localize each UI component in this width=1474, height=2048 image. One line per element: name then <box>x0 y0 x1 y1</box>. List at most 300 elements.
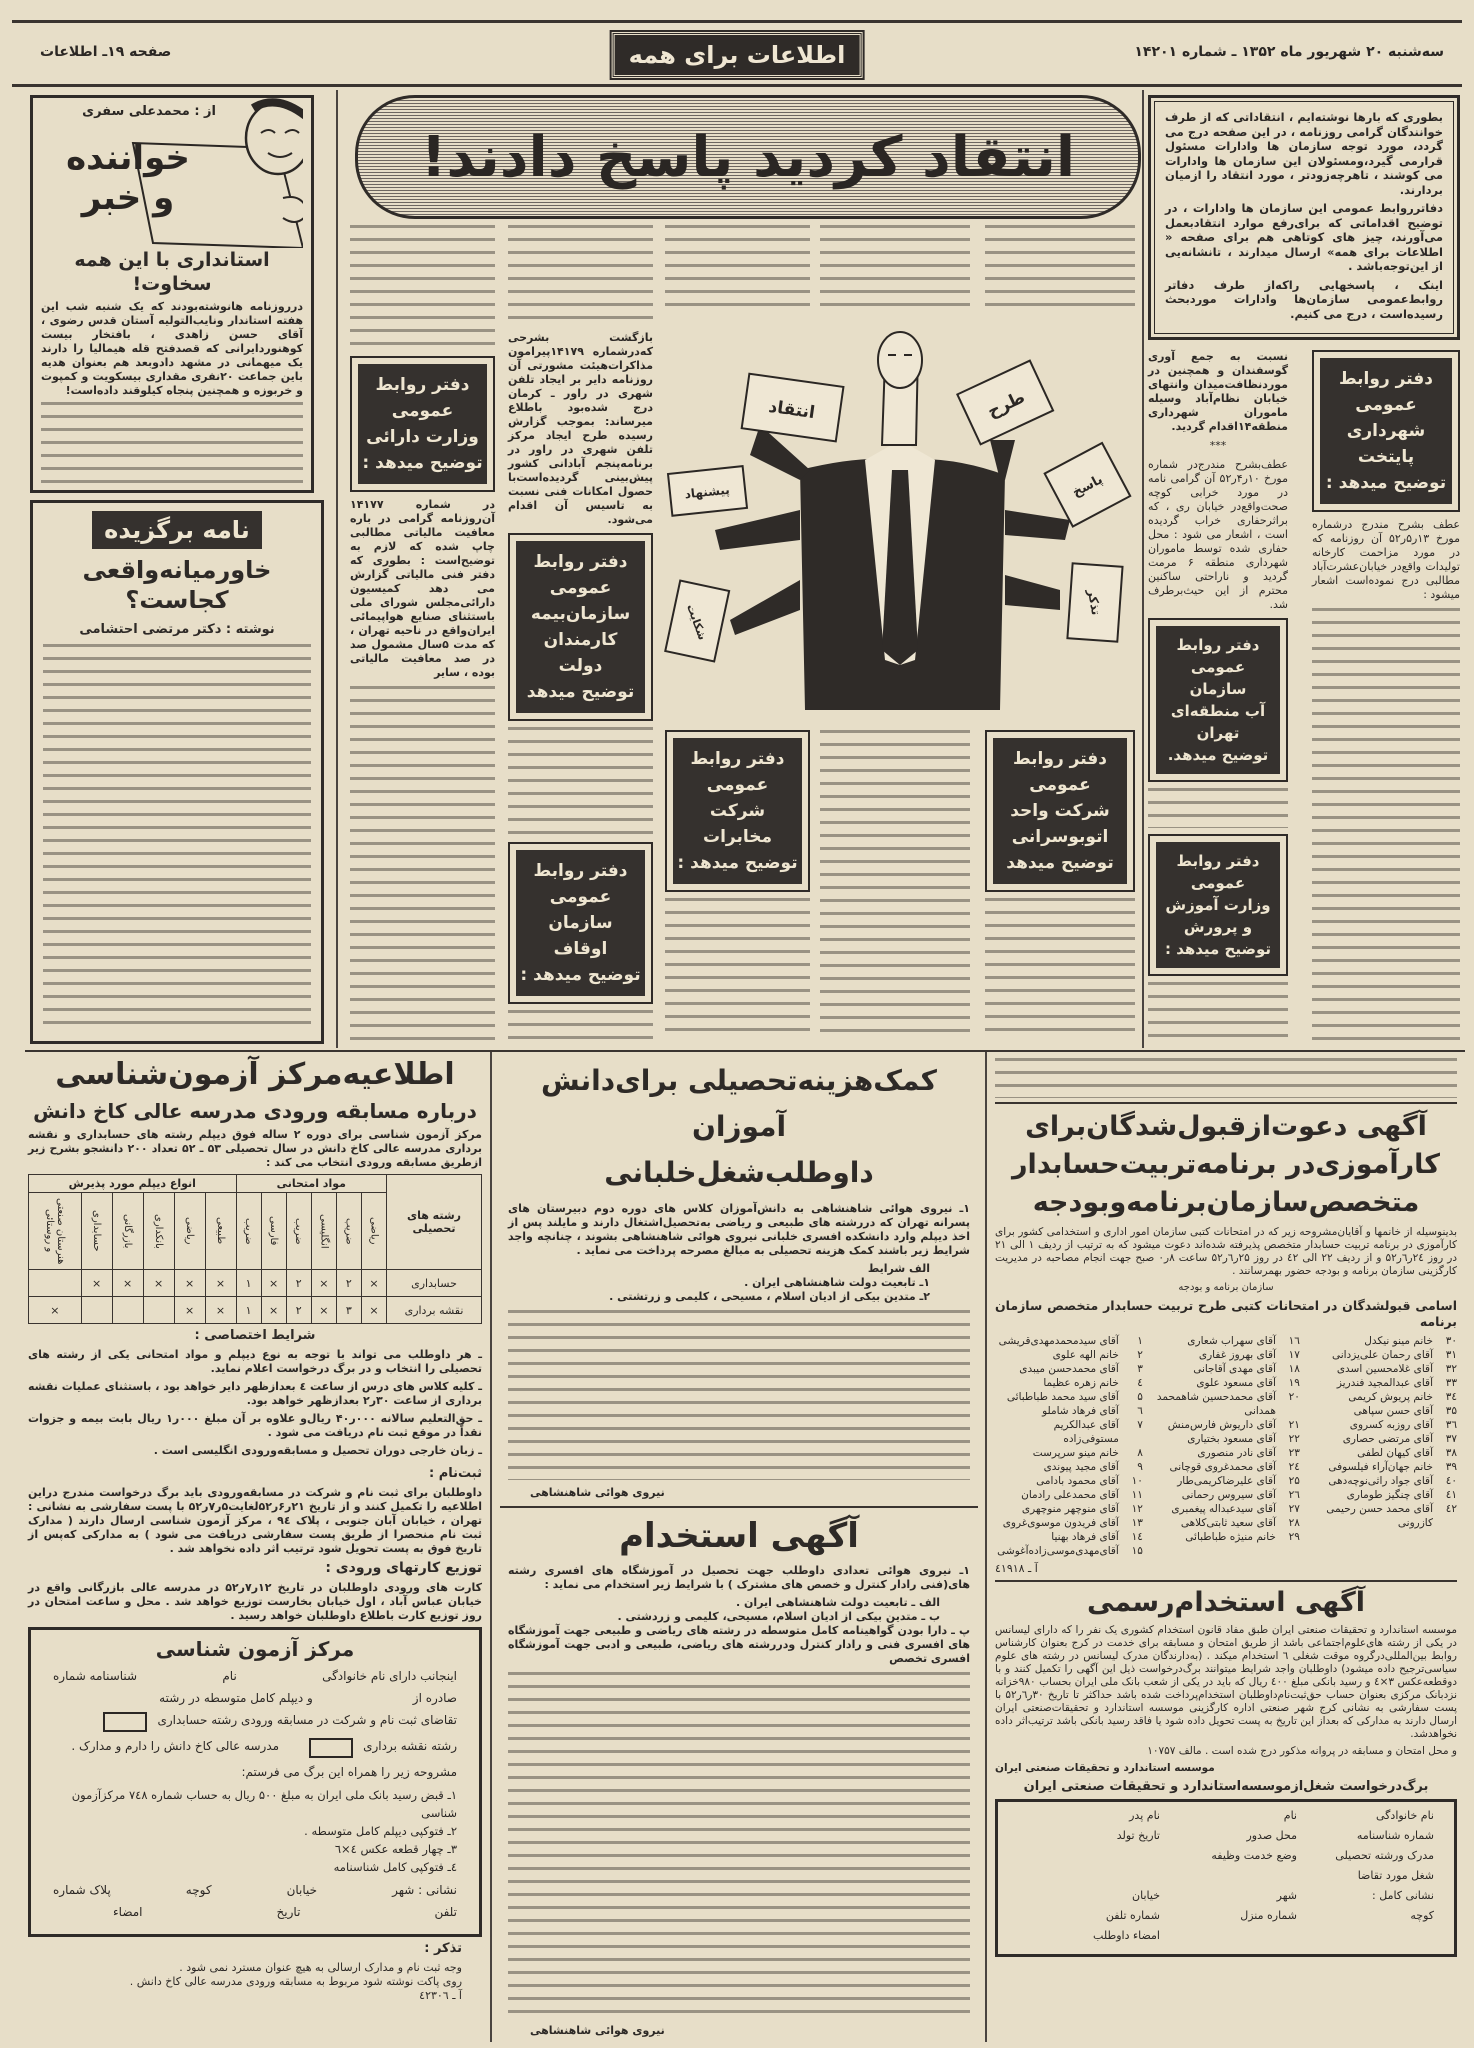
list-number: ۱۲ <box>1131 1503 1143 1515</box>
list-name: خانم زهره عظیما <box>1043 1377 1119 1389</box>
pilot-aid-signature: نیروی هوائی شاهنشاهی <box>530 1486 665 1499</box>
list-name: آقای سهراب شعاری <box>1187 1335 1276 1347</box>
list-item <box>1309 1446 1457 1460</box>
list-item <box>1152 1334 1300 1348</box>
paper-criticism <box>742 374 844 442</box>
article-text <box>995 1058 1457 1098</box>
list-number: ۱۳ <box>1131 1517 1143 1529</box>
names-column <box>1152 1334 1300 1558</box>
list-item <box>995 1544 1143 1558</box>
table-cell: × <box>205 1270 236 1297</box>
svg-text:انتقاد: انتقاد <box>767 396 817 424</box>
form-field-label: نام خانوادگی <box>1376 1809 1434 1822</box>
list-item <box>995 1376 1143 1390</box>
divider <box>995 1580 1457 1582</box>
subject-column-header: ریاضی <box>361 1193 386 1270</box>
list-number: ۲۲ <box>1288 1433 1300 1445</box>
list-number: ۳٦ <box>1445 1419 1457 1431</box>
form-field-label: شهر <box>1276 1889 1297 1902</box>
article-text <box>508 1010 653 1040</box>
list-name: آقای سیدعبداله پیغمبری <box>1171 1503 1276 1515</box>
table-cell: ۲ <box>286 1297 311 1324</box>
divider <box>500 1506 978 1508</box>
subject-column-header: ضریب <box>236 1193 261 1270</box>
checkbox-accounting[interactable] <box>103 1712 147 1732</box>
list-name: آقای چنگیز طوماری <box>1346 1489 1433 1501</box>
pr-box-education: دفتر روابط عمومی وزارت آموزش و پرورش توضیح میدهد : <box>1148 834 1288 976</box>
list-number: ۳۹ <box>1445 1461 1457 1473</box>
list-item <box>1309 1362 1457 1376</box>
register-text: داوطلبان برای ثبت نام و شرکت در مسابقه‌ورودی باید برگ درخواست مندرج دراین اطلاعیه را تکمیل کنند و از تاریخ ۲۱ر۶ر۵۲لغایت۵ر۷ر۵۲ با پست سفارشی به نشانی : تهران ، خیابان آبان جنوبی ، پلاک ۹٤ ، مرکز آزمون شناسی ارسال دارند ( مدارک ثبت نام منحصرا از طریق پست سفارشی دریافت می شود ) به مدارکی که‌پس از تاریخ فوق به پست تحویل شود ترتیب اثر داده نخواهد شد . <box>28 1486 483 1555</box>
table-cell: ۲ <box>336 1270 361 1297</box>
list-name: آقای سعید ثابتی‌کلاهی <box>1180 1517 1276 1529</box>
table-cell: ۳ <box>336 1297 361 1324</box>
article-text <box>1148 788 1288 828</box>
list-number: ۷ <box>1137 1419 1143 1431</box>
list-number: ۲٤ <box>1288 1461 1300 1473</box>
main-headline: انتقاد کردید پاسخ دادند! <box>420 124 1076 190</box>
list-number: ٤۲ <box>1445 1503 1457 1515</box>
list-name: آقای‌مهدی‌موسی‌زاده‌آغوشی <box>997 1545 1119 1557</box>
table-cell <box>143 1297 174 1324</box>
divider <box>490 1052 492 2042</box>
list-name: آقای محمدغروی قوچانی <box>1169 1461 1276 1473</box>
diploma-column-header: بازرگانی <box>112 1193 143 1270</box>
table-cell: ۱ <box>236 1270 261 1297</box>
article-text <box>985 225 1135 310</box>
list-item <box>1152 1530 1300 1544</box>
table-cell: × <box>81 1270 112 1297</box>
list-name: آقای محمدعلی رادمان <box>1021 1489 1119 1501</box>
reader-body: درروزنامه هانوشته‌بودند که یک شنبه شب این هفته استاندار ونایب‌التولیه آستان قدس رضوی ، آقای حسن زاهدی ، بافتخار بیست کوهنوردایرانی که قصدفتح قله هیمالیا را دارند یک میهمانی در مشهد دادوبعد هم بعنوان هدیه باین جماعت ۲۰نفری مقداری بیسکویت و کمپوت و خربوزه و همچنین پنجاه کیلوقند داده‌است! <box>41 300 303 397</box>
table-cell: × <box>361 1270 386 1297</box>
diploma-column-header: هنرستان صنعتی و روستائی <box>29 1193 82 1270</box>
docs-list: ۱ـ قبض رسید بانک ملی ایران به مبلغ ۵۰۰ ریال به حساب شماره ۷٤۸ مرکزآزمون شناسی ۲ـ فتوکپی دیپلم کامل متوسطه . ۳ـ چهار قطعه عکس ٤×٦ ٤ـ فتوکپی کامل شناسنامه <box>71 1788 457 1874</box>
form-field-label: کوچه <box>1410 1909 1434 1922</box>
list-name: خانم جهان‌آراء فیلسوفی <box>1328 1461 1433 1473</box>
table-cell: × <box>143 1270 174 1297</box>
form-field-label: خیابان <box>1132 1889 1160 1902</box>
form-line: نشانی : شهر خیابان کوچه پلاک شماره <box>53 1883 457 1897</box>
divider <box>985 1052 987 2042</box>
table-cell <box>81 1297 112 1324</box>
article-text <box>508 225 653 325</box>
list-name: آقای مهدی آقاجانی <box>1193 1363 1276 1375</box>
table-cell <box>29 1270 82 1297</box>
form-field-label <box>1297 1928 1434 1948</box>
divider <box>1142 90 1144 1048</box>
form-field-label: امضاء داوطلب <box>1093 1929 1160 1942</box>
list-number: ۱۹ <box>1288 1377 1300 1389</box>
form-row <box>1023 1928 1434 1948</box>
azmoon-title: اطلاعیه‌مرکز آزمون‌شناسی <box>55 1057 455 1092</box>
reader-column-box <box>30 95 314 493</box>
list-number: ۱٦ <box>1288 1335 1300 1347</box>
list-name: آقای داریوش فارس‌منش <box>1167 1419 1276 1431</box>
list-name: آقای محمدحسن میبدی <box>1019 1363 1119 1375</box>
form-field-label: محل صدور <box>1246 1829 1297 1842</box>
employment-continued <box>508 1672 970 2018</box>
list-item <box>1309 1474 1457 1488</box>
factory-article: عطف بشرح مندرج درشماره مورخ ۱۳ر۵ر۵۲ آن روزنامه که در مورد مزاحمت کارخانه تولیدات واقع‌در خیابان‌عشرت‌آباد مطالبی درج نموده‌است اشعار میشود : <box>1312 518 1460 601</box>
list-number: ۱۸ <box>1288 1363 1300 1375</box>
diploma-column-header: طبیعی <box>205 1193 236 1270</box>
form-line: اینجانب دارای نام خانوادگی نام شناسنامه شماره <box>53 1669 457 1683</box>
cartoon <box>660 320 1140 720</box>
list-item <box>1309 1376 1457 1390</box>
form-row <box>1023 1908 1434 1928</box>
intro-text: بطوری که بارها نوشته‌ایم ، انتقاداتی که از طرف خوانندگان گرامی روزنامه ، در این صفحه درج می گردد، مورد توجه سازمان ها وادارات مسئول قرارمی گیرد،ومسئولان این سازمان ها وادارات می کوشند ، تاهرچه‌زودتر ، مورد انتقاد را ازمیان بردارند. دفاترروابط عمومی این سازمان ها وادارات ، در توضیح اقداماتی که برای‌رفع موارد انتقادبعمل می‌آورند، چیز های کوتاهی هم برای صفحه « اطلاعات برای همه» ارسال میدارند ، تانشانه‌یی از این‌توجه‌باشد . اینک ، پاسخهایی راکه‌از طرف دفاتر روابط‌عمومی سازمان‌ها وادارات موردبحث رسیده‌است ، درج می کنیم. <box>1165 110 1443 321</box>
svg-text:تذکر: تذکر <box>1084 588 1104 617</box>
standard-ad-body: موسسه استاندارد و تحقیقات صنعتی ایران طبق مفاد قانون استخدام کشوری یک نفر را که دارای لیسانس در یکی از رشته های‌علوم‌اجتماعی باشد از طریق امتحان و مسابقه برای خدمت در کرج بعنوان کارشناس روابط بین‌المللی‌درگروه موقت شغلی ٦ استخدام میکند . (به‌دارندگان مدرک لیسانس در رشته های علوم سیاسی‌ترجیح داده میشود) داوطلبان واجد شرایط میتوانند برگ‌درخواست ذیل این آگهی را تکمیل کنند و با دوقطعه‌عکس ۳×٤ و رسید بانکی مبلغ ٤۰۰ ریال که باید در یکی از شعب بانک ملی ایران بحساب ۹۸۰خزانه نزدبانک مرکزی بعنوان حساب حق‌ثبت‌نام‌داوطلبان استخدام‌پرداخت شده باشد حداکثر تا تاریخ ۳۰ر٦ر۵۲ با پست سفارشی به نشانی کرج شهر صنعتی اداره کارگزینی موسسه استاندارد و تحقیقات‌صنعتی ایران ارسال دارند به مدارکی که بعداز این تاریخ به پست تحویل داده شود یا فاقد رسید بانکی باشد ترتیب‌اثر داده نخواهدشد. <box>995 1624 1457 1740</box>
azmoon-intro: مرکز آزمون شناسی برای دوره ۲ ساله فوق دیپلم رشته های حسابداری و نقشه برداری مدرسه عالی کاخ دانش در سال تحصیلی ۵۳ ـ ۵۲ تعداد ۲۰۰ دانشجو بشرح زیر ازطریق مسابقه ورودی انتخاب می کند : <box>28 1128 483 1169</box>
diplomas-header: انواع دیپلم مورد پذیرش <box>29 1175 237 1193</box>
form-field-label: وضع خدمت وظیفه <box>1211 1849 1297 1862</box>
selected-letter-box <box>30 500 324 1044</box>
form-field-label <box>1160 1928 1297 1948</box>
list-name: آقای نادر منصوری <box>1197 1447 1276 1459</box>
list-number: ۱۵ <box>1131 1545 1143 1557</box>
list-item <box>1152 1390 1300 1418</box>
table-cell: × <box>311 1270 336 1297</box>
list-item <box>1152 1362 1300 1376</box>
list-number: ۱ <box>1137 1335 1143 1347</box>
conditions-list: ـ هر داوطلب می تواند با توجه به نوع دیپلم و مواد امتحانی یکی از رشته های تحصیلی را انتخاب و در برگ درخواست اعلام نماید. ـ کلیه کلاس های درس از ساعت ٤ بعدازظهر دایر خواهد بود ، باستثنای عملیات نقشه برداری از ساعت ۳۰ر۲ بعدازظهر خواهد بود. ـ حق‌التعلیم سالانه ۰۰۰ر۴۰ ریال‌و علاوه بر آن مبلغ ۰۰۰ر۱ ریال بابت بیمه و جزوات نقداً در موقع ثبت نام دریافت می شود . ـ زبان خارجی دوران تحصیل و مسابقه‌ورودی انگلیسی است . <box>28 1348 482 1457</box>
list-number: ۳۸ <box>1445 1447 1457 1459</box>
alley-article: عطف‌بشرح مندرج‌در شماره مورخ ۱۰ر۴ر۵۲ آن گرامی نامه در مورد خرابی کوچه صحت‌واقع‌در خیابان ری ، که براثرحفاری خراب گردیده است ، اشعار می شود : محل حفاری شده توسط ماموران شهرداری منطقه ۶ مرمت گردید و ناراحتی ساکنین محترم از این حیث‌برطرف شد. <box>1148 458 1288 611</box>
table-cell: × <box>29 1297 82 1324</box>
list-name: آقای بهروز غفاری <box>1198 1349 1276 1361</box>
list-number: ۲۳ <box>1288 1447 1300 1459</box>
paper-complaint <box>665 581 729 662</box>
list-name: آقای رحمان علی‌یزدانی <box>1331 1349 1433 1361</box>
form-field-label <box>1023 1868 1160 1888</box>
paper-suggestion <box>668 466 747 516</box>
list-name: خانم مینو نیکدل <box>1364 1335 1433 1347</box>
register-title: ثبت‌نام : <box>429 1466 482 1481</box>
budget-ad-org: سازمان برنامه و بودجه <box>1178 1282 1274 1293</box>
form-field-label <box>1023 1848 1160 1868</box>
table-cell: ۱ <box>236 1297 261 1324</box>
note-title: تذکر : <box>424 1941 462 1956</box>
employment-body: ۱ـ نیروی هوائی تعدادی داوطلب جهت تحصیل در آموزشگاه های افسری رشته های(فنی رادار کنترل و خصص های مشترک ) با شرایط زیر استخدام می نماید : الف ـ تابعیت دولت شاهنشاهی ایران . ب ـ متدین بیکی از ادیان اسلام، مسیحی، کلیمی و زردشتی . پ ـ دارا بودن گواهینامه کامل متوسطه در رشته های ریاضی و طبیعی جهت آموزشگاه های افسری فنی و رادار کنترل ودررشته های ریاضی، طبیعی و ادبی جهت آموزشگاه افسری تخصص <box>508 1564 970 1665</box>
selected-letter-body <box>43 644 311 1033</box>
list-item <box>995 1446 1143 1460</box>
table-cell: × <box>174 1270 205 1297</box>
sheep-article: نسبت به جمع آوری گوسفندان و همچنین در موردنظافت‌میدان وانتهای خیابان نظام‌آباد وسیله ماموران شهرداری منطقه۱۴اقدام گردید. <box>1148 350 1288 433</box>
list-item <box>1152 1488 1300 1502</box>
list-item <box>995 1516 1143 1530</box>
divider <box>336 90 338 1048</box>
list-number: ۱٤ <box>1131 1531 1143 1543</box>
standard-ad-code: و محل امتحان و مسابقه در پروانه مذکور درج شده است . مالف ۱۰۷۵۷ <box>1147 1745 1457 1757</box>
article-text <box>508 727 653 836</box>
form-line: تلفن تاریخ امضاء <box>113 1905 457 1919</box>
list-item <box>1309 1460 1457 1474</box>
pr-box-endowments: دفتر روابط عمومی سازمان اوقاف توضیح میدهد : <box>508 842 653 1004</box>
list-item <box>995 1530 1143 1544</box>
list-number: ٤۱ <box>1445 1489 1457 1501</box>
pilot-aid-continued <box>508 1310 970 1480</box>
list-item <box>995 1362 1143 1376</box>
list-item <box>1309 1488 1457 1502</box>
list-name: آقای سید محمد طباطبائی <box>1006 1391 1119 1403</box>
list-number: ۳ <box>1137 1363 1143 1375</box>
list-number: ۳۱ <box>1445 1349 1457 1361</box>
list-number: ۳۰ <box>1445 1335 1457 1347</box>
table-cell: × <box>261 1297 286 1324</box>
article-text <box>1312 608 1460 1040</box>
divider <box>25 1050 1465 1052</box>
cards-title: توزیع کارتهای ورودی : <box>325 1560 482 1576</box>
list-name: آقای مجید پیوندی <box>1043 1461 1119 1473</box>
selected-letter-headline: خاورمیانه‌واقعی کجاست؟ <box>82 556 272 614</box>
main-headline-banner <box>355 95 1141 219</box>
article-text <box>350 225 495 350</box>
form-field-label: نام پدر <box>1129 1809 1160 1822</box>
list-number: ۳۲ <box>1445 1363 1457 1375</box>
list-name: آقای محمود بادامی <box>1036 1475 1119 1487</box>
list-number: ۲۵ <box>1288 1475 1300 1487</box>
subject-column-header: ضریب <box>336 1193 361 1270</box>
pr-box-bus-company: دفتر روابط عمومی شرکت واحد اتوبوسرانی توضیح میدهد <box>985 730 1135 892</box>
form-field-label: نشانی کامل : <box>1372 1889 1434 1902</box>
article-text <box>820 730 970 1040</box>
pilot-aid-title: کمک‌هزینه‌تحصیلی برای‌دانش آموزان داوطلب‌شغل‌خلبانی <box>541 1064 937 1189</box>
article-text <box>665 898 810 1040</box>
table-cell: × <box>361 1297 386 1324</box>
list-number: ۳۷ <box>1445 1433 1457 1445</box>
list-number: ۳۳ <box>1445 1377 1457 1389</box>
reader-body-continued <box>41 402 303 484</box>
table-cell: ۲ <box>286 1270 311 1297</box>
svg-text:پیشنهاد: پیشنهاد <box>683 482 731 502</box>
form-line: تقاضای ثبت نام و شرکت در مسابقه ورودی رشته حسابداری <box>53 1712 457 1732</box>
reader-headline: استانداری با این همه سخاوت! <box>74 249 270 295</box>
pr-box-insurance: دفتر روابط عمومی سازمان‌بیمه کارمندان دولت توضیح میدهد <box>508 533 653 721</box>
table-cell: × <box>112 1270 143 1297</box>
table-cell <box>112 1297 143 1324</box>
form-title: مرکز آزمون شناسی <box>155 1637 355 1661</box>
masthead: اطلاعات برای همه <box>612 32 863 78</box>
budget-ad-list-title: اسامی قبولشدگان در امتحانات کتبی طرح تربیت حسابدار متخصص سازمان برنامه <box>995 1298 1457 1329</box>
field-cell: نقشه برداری <box>387 1297 482 1324</box>
list-item <box>1309 1418 1457 1432</box>
subjects-header: مواد امتحانی <box>236 1175 386 1193</box>
form-line: مشروحه زیر را همراه این برگ می فرستم: <box>241 1765 457 1779</box>
list-number: ۱۷ <box>1288 1349 1300 1361</box>
list-item <box>995 1474 1143 1488</box>
azmoon-subtitle: درباره مسابقه ورودی مدرسه عالی کاخ دانش <box>33 1099 477 1123</box>
form-row <box>1023 1868 1434 1888</box>
diploma-column-header: بانکداری <box>143 1193 174 1270</box>
diploma-column-header: ریاضی <box>174 1193 205 1270</box>
selected-letter-label: نامه برگزیده <box>92 511 262 549</box>
list-item <box>1309 1404 1457 1418</box>
subject-column-header: ضریب <box>286 1193 311 1270</box>
list-item <box>1152 1432 1300 1446</box>
list-item <box>1152 1502 1300 1516</box>
checkbox-surveying[interactable] <box>309 1738 353 1758</box>
list-name: آقای منوچهر منوچهری <box>1021 1503 1119 1515</box>
list-number: ۲٦ <box>1288 1489 1300 1501</box>
form-field-label: شماره شناسنامه <box>1356 1829 1434 1842</box>
diploma-column-header: حسابداری <box>81 1193 112 1270</box>
form-row <box>1023 1808 1434 1828</box>
names-column <box>995 1334 1143 1558</box>
svg-text:طرح: طرح <box>984 387 1029 422</box>
list-number: ۳٤ <box>1445 1391 1457 1403</box>
exam-table <box>28 1174 482 1324</box>
finance-article: در شماره ۱۴۱۷۷ آن‌روزنامه گرامی در باره معافیت مالیاتی مطالبی چاپ شده که لازم به توضیح‌است : بطوری که دفتر فنی مالیاتی گزارش می دهد کمیسیون دارائی‌مجلس شورای ملی باستثنای صنایع هواپیمائی ایران‌واقع در ناحیه تهران ، که مدت ۵سال مشمول صد در صد معافیت مالیاتی بوده ، سایر <box>350 498 495 679</box>
list-item <box>995 1390 1143 1404</box>
list-name: آقای مرتضی حصاری <box>1342 1433 1433 1445</box>
list-item <box>995 1348 1143 1362</box>
list-item <box>1309 1390 1457 1404</box>
list-item <box>1152 1474 1300 1488</box>
list-name: آقای فرهاد شاملو <box>1042 1405 1119 1417</box>
form-row <box>1023 1828 1434 1848</box>
selected-letter-byline: نوشته : دکتر مرتضی احتشامی <box>79 622 275 637</box>
list-number: ٤ <box>1137 1377 1143 1389</box>
list-name: آقای کیهان لطفی <box>1357 1447 1433 1459</box>
table-row <box>29 1270 482 1297</box>
accepted-names-list <box>995 1334 1457 1558</box>
form-field-label: مدرک ورشته تحصیلی <box>1335 1849 1434 1862</box>
table-row <box>29 1297 482 1324</box>
budget-ad-title: آگهی دعوت‌ازقبول‌شدگان‌برای کارآموزی‌در برنامه‌تربیت‌حسابدار متخصص‌سازمان‌برنامه‌وبودجه <box>1012 1111 1440 1218</box>
issue-date: سه‌شنبه ۲۰ شهریور ماه ۱۳۵۲ ـ شماره ۱۴۲۰۱ <box>1134 44 1444 60</box>
budget-ad-body: بدینوسیله از خانمها و آقایان‌مشروحه زیر که در امتحانات کتبی سازمان امور اداری و استخدامی کشور برای کارآموزی در برنامه تربیت حسابدار متخصص پذیرفته شده‌اند دعوت میشود که به ترتیب از ردیف ۱ الی ۲۱ در روز ۲٤ر٦ر۵۲ و از ردیف ۲۲ الی ٤۲ در روز ۲۵ر٦ر۵۲ ساعت ۸ر۰ صبح جهت انجام مصاحبه در مدیریت کارگزینی سازمان برنامه و بودجه حضور بهمرسانند . <box>995 1226 1457 1277</box>
pr-box-water: دفتر روابط عمومی سازمان آب منطقه‌ای تهران توضیح میدهد. <box>1148 618 1288 782</box>
table-cell: × <box>261 1270 286 1297</box>
list-name: آقای جواد راثی‌نوچه‌دهی <box>1328 1475 1433 1487</box>
list-number: ۳۵ <box>1445 1405 1457 1417</box>
form-field-label: نام <box>1283 1809 1297 1822</box>
list-name: آقای عبدالمجید فندریز <box>1336 1377 1433 1389</box>
list-number: ۹ <box>1137 1461 1143 1473</box>
pr-box-telecom: دفتر روابط عمومی شرکت مخابرات توضیح میدهد : <box>665 730 810 892</box>
list-item <box>1152 1376 1300 1390</box>
list-name: آقای محمدحسین شاهمحمد همدانی <box>1156 1391 1276 1417</box>
form-field-label: شغل مورد تقاضا <box>1357 1869 1434 1882</box>
pr-box-municipality: دفتر روابط عمومی شهرداری پایتخت توضیح میدهد : <box>1312 350 1460 512</box>
list-name: خانم الهه علوی <box>1052 1349 1119 1361</box>
standard-form-title: برگ‌درخواست شغل‌ازموسسه‌استاندارد و تحقیقات صنعتی ایران <box>1023 1779 1429 1794</box>
list-item <box>1152 1418 1300 1432</box>
list-name: آقای فرهاد بهنیا <box>1051 1531 1119 1543</box>
form-field-label: شماره منزل <box>1240 1909 1297 1922</box>
form-field-label: شماره تلفن <box>1105 1909 1160 1922</box>
list-name: آقای فریدون موسوی‌غروی <box>1002 1517 1119 1529</box>
list-name: خانم پریوش کریمی <box>1348 1391 1433 1403</box>
list-number: ۲۷ <box>1288 1503 1300 1515</box>
list-item <box>1152 1348 1300 1362</box>
list-number: ۱۰ <box>1131 1475 1143 1487</box>
list-item <box>1309 1432 1457 1446</box>
table-cell: × <box>174 1297 205 1324</box>
form-line: صادره از و دیپلم کامل متوسطه در رشته <box>159 1691 457 1705</box>
pr-box-finance-ministry: دفتر روابط عمومی وزارت دارائی توضیح میدهد : <box>350 356 495 492</box>
list-name: آقای محمد حسن رحیمی کازرونی <box>1326 1503 1433 1529</box>
list-number: ۱۱ <box>1131 1489 1143 1501</box>
author: از : محمدعلی سفری <box>82 104 216 119</box>
telephone-article: بازگشت بشرحی که‌درشماره ۱۴۱۷۹پیرامون مذاکرات‌هیئت مشورتی آن روزنامه دایر بر ایجاد تلفن شهری در راور ـ کرمان درج شده‌بود باطلاع میرساند: بموجب گزارش رسیده طرح ایجاد مرکز تلفن شهری در راور در برنامه‌پنجم آبادانی کشور پیش‌بینی گردیده‌است‌با حصول امکانات فنی نسبت به تاسیس آن اقدام می‌شود. <box>508 331 653 526</box>
list-item <box>1309 1334 1457 1348</box>
list-item <box>1152 1446 1300 1460</box>
paper-reminder <box>1067 563 1122 641</box>
form-row <box>1023 1888 1434 1908</box>
svg-text:پاسخ: پاسخ <box>1070 472 1106 501</box>
standard-ad-title: آگهی استخدام‌رسمی <box>1087 1587 1365 1618</box>
intro-box <box>1148 95 1460 340</box>
list-name: خانم منیژه طباطبائی <box>1185 1531 1276 1543</box>
header-bottom-rule <box>12 84 1462 87</box>
list-number: ۵ <box>1137 1391 1143 1403</box>
pilot-aid-body: ۱ـ نیروی هوائی شاهنشاهی به دانش‌آموزان کلاس های دوره دوم دبیرستان های پسرانه تهران که دررشته های طبیعی و ریاضی به‌تحصیل‌اشتغال دارند و مایلند پس از اخذ دیپلم وارد دانشکده افسری خلبانی نیروی هوائی شاهنشاهی بشوند ، چنانچه واجد شرایط زیر باشند کمک هزینه تحصیلی به مبالغ مصرحه پرداخت می نماید . الف شرایط ۱ـ تابعیت دولت شاهنشاهی ایران . ۲ـ متدین بیکی از ادیان اسلام ، مسیحی ، کلیمی و زرتشتی . <box>508 1202 970 1303</box>
list-item <box>995 1334 1143 1348</box>
names-column <box>1309 1334 1457 1558</box>
list-number: ۸ <box>1137 1447 1143 1459</box>
list-number: ۲۸ <box>1288 1517 1300 1529</box>
list-name: خانم مینو سرپرست <box>1032 1447 1119 1459</box>
subject-column-header: فارسی <box>261 1193 286 1270</box>
paper-plan <box>957 361 1053 445</box>
reader-column-logo: خواننده و خبر <box>66 138 190 218</box>
list-item <box>1152 1460 1300 1474</box>
separator-stars: *** <box>1209 439 1227 452</box>
article-text <box>985 898 1135 1040</box>
divider <box>995 1102 1457 1104</box>
article-text <box>1148 982 1288 1040</box>
azmoon-application-form <box>28 1627 482 1937</box>
standard-application-form <box>995 1799 1457 1957</box>
list-item <box>995 1460 1143 1474</box>
article-text <box>820 225 970 310</box>
list-number: ۲۱ <box>1288 1419 1300 1431</box>
field-header: رشته های تحصیلی <box>387 1175 482 1270</box>
list-name: آقای روزبه کسروی <box>1349 1419 1433 1431</box>
article-text <box>665 225 810 310</box>
paper-answer <box>1045 443 1131 526</box>
form-row <box>1023 1848 1434 1868</box>
list-name: آقای مسعود علوی <box>1196 1377 1276 1389</box>
conditions-title: شرایط اختصاصی : <box>194 1328 316 1343</box>
list-name: آقای عبدالکریم مستوفی‌زاده <box>1053 1419 1119 1445</box>
list-number: ۲ <box>1137 1349 1143 1361</box>
list-item <box>1309 1502 1457 1530</box>
field-cell: حسابداری <box>387 1270 482 1297</box>
standard-ad-org: موسسه استاندارد و تحقیقات صنعتی ایران <box>995 1762 1215 1774</box>
list-item <box>1309 1348 1457 1362</box>
header-top-rule <box>12 20 1462 23</box>
notes: وجه ثبت نام و مدارک ارسالی به هیچ عنوان مسترد نمی شود . روی پاکت نوشته شود مربوط به مسابقه ورودی مدرسه عالی کاخ دانش . آ ـ ٤۲۳۰٦ <box>129 1961 462 2002</box>
list-name: آقای سیدمحمدمهدی‌قریشی <box>998 1335 1119 1347</box>
form-field-label: تاریخ تولد <box>1116 1829 1160 1842</box>
subject-column-header: انگلیسی <box>311 1193 336 1270</box>
list-number: ۲۹ <box>1288 1531 1300 1543</box>
list-name: آقای غلامحسین اسدی <box>1336 1363 1433 1375</box>
ad-code: آ ـ ٤۱۹۱۸ <box>995 1562 1038 1575</box>
list-item <box>995 1404 1143 1418</box>
form-field-label <box>1160 1868 1297 1888</box>
employment-title: آگهی استخدام <box>619 1516 859 1556</box>
list-name: آقای حسن سپاهی <box>1353 1405 1433 1417</box>
list-name: آقای علیرضاکریمی‌طار <box>1177 1475 1276 1487</box>
svg-text:شکایت: شکایت <box>684 602 709 642</box>
list-number: ٦ <box>1137 1405 1143 1417</box>
form-line: رشته نقشه برداری مدرسه عالی کاخ دانش را دارم و مدارک . <box>53 1738 457 1758</box>
